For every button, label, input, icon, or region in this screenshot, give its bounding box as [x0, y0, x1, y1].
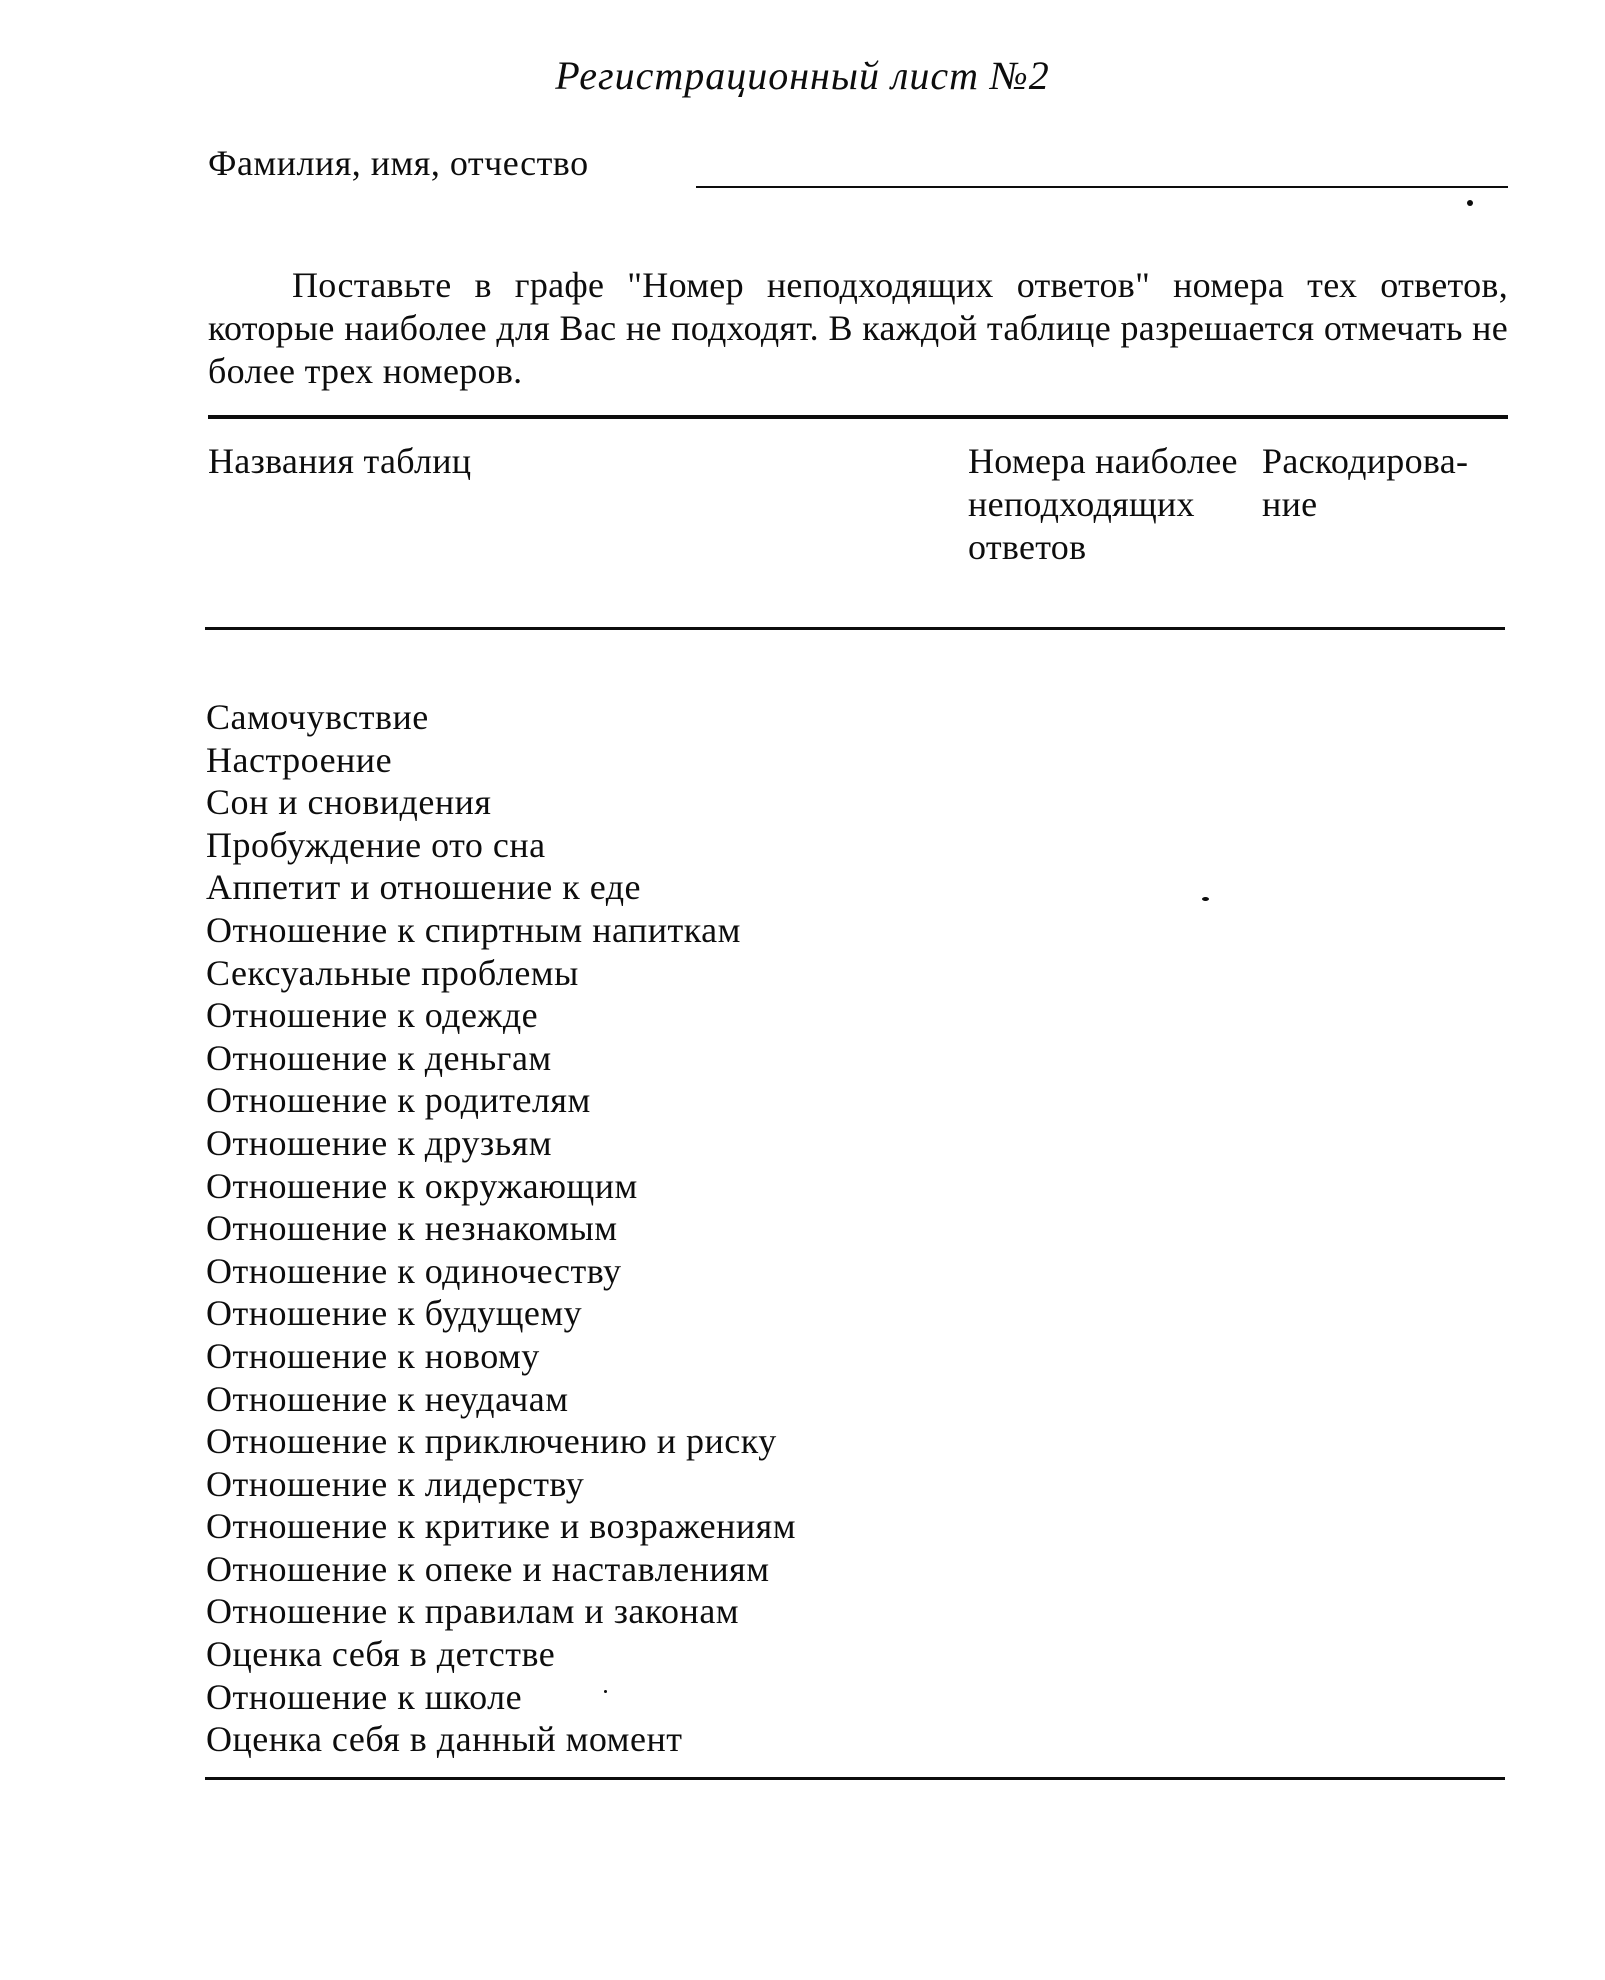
scan-speck [1467, 200, 1473, 206]
table-row: Оценка себя в данный момент [206, 1719, 683, 1760]
table-row: Сексуальные проблемы [206, 952, 579, 993]
table-row: Отношение к правилам и законам [206, 1591, 740, 1632]
table-row: Оценка себя в детстве [206, 1634, 556, 1675]
table-row: Отношение к друзьям [206, 1122, 553, 1163]
full-name-blank-line[interactable] [696, 186, 1508, 188]
page-title: Регистрационный лист №2 [555, 53, 1050, 98]
table-bottom-rule [205, 1777, 1505, 1780]
table-row: Отношение к одиночеству [206, 1250, 622, 1291]
table-row: Отношение к неудачам [206, 1378, 569, 1419]
table-row: Отношение к опеке и наставлениям [206, 1548, 770, 1589]
table-row: Отношение к деньгам [206, 1037, 552, 1078]
table-row: Отношение к незнакомым [206, 1208, 618, 1249]
column-header-table-names: Названия таблиц [208, 441, 472, 481]
instructions-paragraph: Поставьте в графе "Номер неподходящих ответов" номера тех ответов, которые наиболее для Вас не подходят. В каждой таблице разрешается отмечать не более трех номеров. [208, 265, 1508, 391]
table-row: Отношение к приключению и риску [206, 1421, 777, 1462]
table-row: Отношение к спиртным напиткам [206, 909, 741, 950]
table-row: Отношение к одежде [206, 995, 539, 1036]
table-row: Отношение к новому [206, 1335, 540, 1376]
column-header-decoding: Раскодирова-ние [1262, 441, 1469, 524]
table-row: Отношение к окружающим [206, 1165, 638, 1206]
table-row: Сон и сновидения [206, 782, 492, 823]
table-row: Отношение к школе [206, 1676, 523, 1717]
table-row: Пробуждение ото сна [206, 824, 546, 865]
table-row: Отношение к лидерству [206, 1463, 585, 1504]
full-name-field-row [208, 142, 1508, 192]
table-row: Отношение к будущему [206, 1293, 583, 1334]
table-row: Аппетит и отношение к еде [206, 867, 642, 908]
table-row: Отношение к критике и возражениям [206, 1506, 796, 1547]
table-row: Настроение [206, 739, 393, 780]
scan-speck [1202, 897, 1209, 901]
table-rows-list [206, 696, 796, 1761]
full-name-label: Фамилия, имя, отчество [208, 143, 589, 183]
table-top-rule [208, 415, 1508, 419]
table-row: Отношение к родителям [206, 1080, 591, 1121]
column-header-answer-numbers: Номера наиболее неподходящих ответов [968, 441, 1238, 567]
table-row: Самочувствие [206, 697, 429, 737]
table-header-rule [205, 627, 1505, 630]
